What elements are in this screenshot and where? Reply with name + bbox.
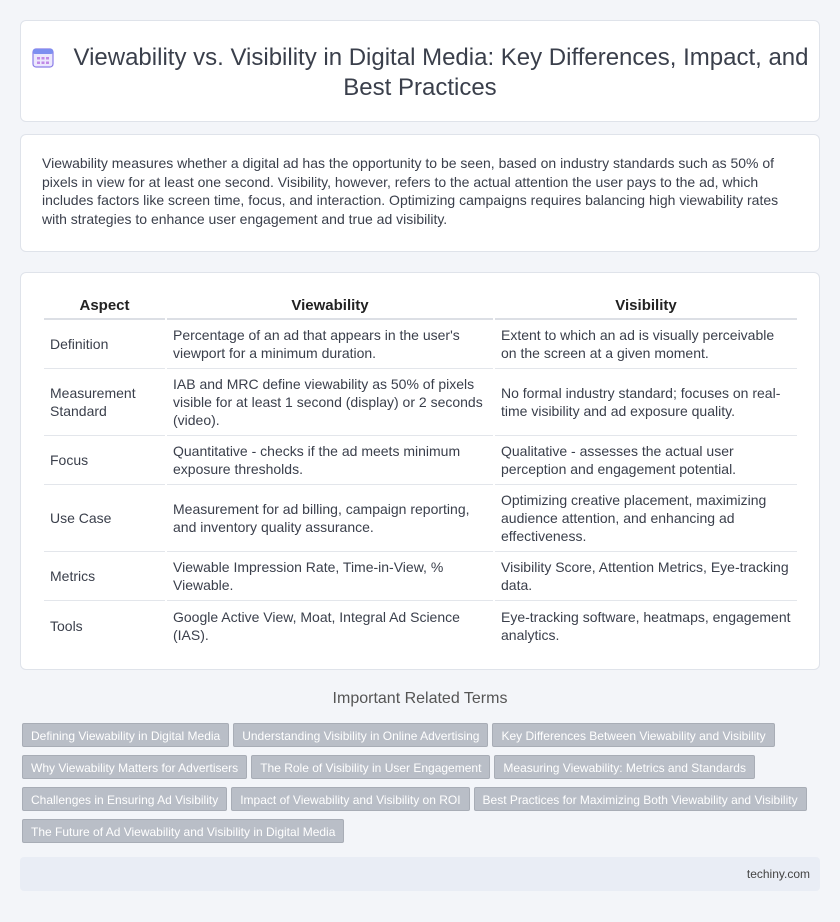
related-term-tag[interactable]: Understanding Visibility in Online Advertising — [233, 723, 488, 747]
table-row — [44, 552, 797, 601]
row-viewability: IAB and MRC define viewability as 50% of pixels visible for at least 1 second (display) or 2 seconds (video). — [167, 369, 493, 436]
table-header-row — [44, 295, 797, 320]
intro-paragraph: Viewability measures whether a digital ad has the opportunity to be seen, based on industry standards such as 50% of pixels in view for at least one second. Visibility, however, refers to the actual attention the user pays to the ad, which includes factors like screen time, focus, and interaction. Optimizing campaigns requires balancing high viewability rates with strategies to enhance user engagement and true ad visibility. — [42, 155, 779, 227]
row-visibility: Optimizing creative placement, maximizing audience attention, and enhancing ad effectiveness. — [495, 485, 797, 552]
title-card — [20, 20, 820, 122]
calendar-icon — [32, 46, 54, 68]
table-row — [44, 485, 797, 552]
row-aspect: Definition — [44, 320, 165, 369]
row-visibility: No formal industry standard; focuses on real-time visibility and ad exposure quality. — [495, 369, 797, 436]
table-row — [44, 320, 797, 369]
header-aspect: Aspect — [44, 295, 165, 320]
page-title: Viewability vs. Visibility in Digital Media: Key Differences, Impact, and Best Practices — [73, 44, 809, 101]
comparison-card — [20, 272, 820, 670]
footer-site-link[interactable]: techiny.com — [746, 867, 810, 881]
header-visibility: Visibility — [495, 295, 797, 320]
table-row — [44, 601, 797, 650]
row-aspect: Measurement Standard — [44, 369, 165, 436]
intro-card — [20, 134, 820, 252]
related-term-tag[interactable]: Key Differences Between Viewability and Visibility — [492, 723, 774, 747]
related-term-tag[interactable]: The Future of Ad Viewability and Visibility in Digital Media — [22, 819, 344, 843]
row-aspect: Focus — [44, 436, 165, 485]
related-terms-list — [22, 723, 822, 851]
related-term-tag[interactable]: Impact of Viewability and Visibility on ROI — [231, 787, 469, 811]
row-viewability: Percentage of an ad that appears in the user's viewport for a minimum duration. — [167, 320, 493, 369]
row-visibility: Eye-tracking software, heatmaps, engagement analytics. — [501, 608, 791, 643]
related-term-tag[interactable]: Why Viewability Matters for Advertisers — [22, 755, 247, 779]
comparison-table — [42, 295, 799, 650]
row-visibility: Extent to which an ad is visually perceivable on the screen at a given moment. — [495, 320, 797, 369]
row-viewability: Measurement for ad billing, campaign reporting, and inventory quality assurance. — [167, 485, 493, 552]
row-viewability: Quantitative - checks if the ad meets minimum exposure thresholds. — [167, 436, 493, 485]
related-term-tag[interactable]: Defining Viewability in Digital Media — [22, 723, 229, 747]
related-term-tag[interactable]: Best Practices for Maximizing Both Viewability and Visibility — [474, 787, 807, 811]
row-aspect: Tools — [50, 617, 83, 634]
table-row — [44, 369, 797, 436]
related-term-tag[interactable]: Challenges in Ensuring Ad Visibility — [22, 787, 227, 811]
row-visibility: Visibility Score, Attention Metrics, Eye-tracking data. — [495, 552, 797, 601]
row-viewability: Google Active View, Moat, Integral Ad Science (IAS). — [173, 608, 460, 643]
row-viewability: Viewable Impression Rate, Time-in-View, % Viewable. — [167, 552, 493, 601]
related-term-tag[interactable]: Measuring Viewability: Metrics and Standards — [494, 755, 755, 779]
row-visibility: Qualitative - assesses the actual user perception and engagement potential. — [495, 436, 797, 485]
page-title-container — [21, 43, 819, 103]
footer — [20, 857, 820, 891]
header-viewability: Viewability — [167, 295, 493, 320]
row-aspect: Use Case — [44, 485, 165, 552]
related-terms-heading: Important Related Terms — [332, 690, 508, 707]
related-term-tag[interactable]: The Role of Visibility in User Engagement — [251, 755, 490, 779]
row-aspect: Metrics — [44, 552, 165, 601]
table-row — [44, 436, 797, 485]
